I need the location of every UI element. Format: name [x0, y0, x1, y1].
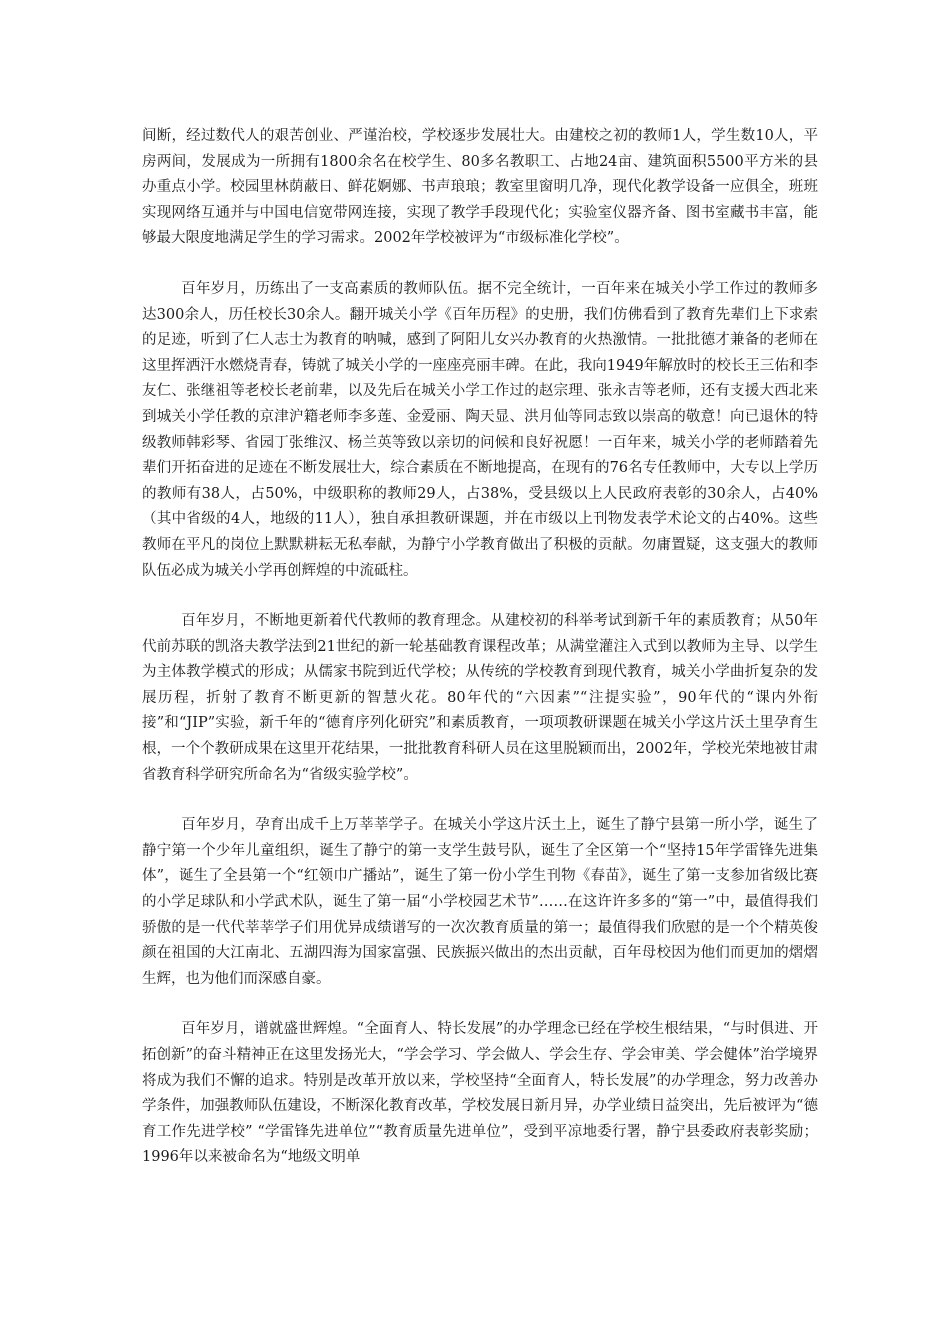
- document-body: [142, 124, 818, 1196]
- paragraph-teachers: 百年岁月，历练出了一支高素质的教师队伍。据不完全统计，一百年来在城关小学工作过的教师多达300余人，历任校长30余人。翻开城关小学《百年历程》的史册，我们仿佛看到了教育先辈们上下求索的足迹，听到了仁人志士为教育的呐喊，感到了阿阳儿女兴办教育的火热激情。一批批德才兼备的老师在这里挥洒汗水燃烧青春，铸就了城关小学的一座座亮丽丰碑。在此，我向1949年解放时的校长王三佑和李友仁、张继祖等老校长老前辈，以及先后在城关小学工作过的赵宗理、张永吉等老师，还有支援大西北来到城关小学任教的京津沪籍老师李多莲、金爱丽、陶天显、洪月仙等同志致以崇高的敬意！向已退休的特级教师韩彩琴、省园丁张维汉、杨兰英等致以亲切的问候和良好祝愿！一百年来，城关小学的老师踏着先辈们开拓奋进的足迹在不断发展壮大，综合素质在不断地提高，在现有的76名专任教师中，大专以上学历的教师有38人，占50%，中级职称的教师29人，占38%，受县级以上人民政府表彰的30余人，占40%（其中省级的4人，地级的11人），独自承担教研课题，并在市级以上刊物发表学术论文的占40%。这些教师在平凡的岗位上默默耕耘无私奉献，为静宁小学教育做出了积极的贡献。勿庸置疑，这支强大的教师队伍必成为城关小学再创辉煌的中流砥柱。: [142, 280, 818, 579]
- paragraph-education-ideas: 百年岁月，不断地更新着代代教师的教育理念。从建校初的科举考试到新千年的素质教育；从50年代前苏联的凯洛夫教学法到21世纪的新一轮基础教育课程改革；从满堂灌注入式到以教师为主导、以学生为主体教学模式的形成；从儒家书院到近代学校；从传统的学校教育到现代教育，城关小学曲折复杂的发展历程，折射了教育不断更新的智慧火花。80年代的“六因素”“注提实验”，90年代的“课内外衔接”和“JIP”实验，新千年的“德育序列化研究”和素质教育，一项项教研课题在城关小学这片沃土里孕育生根，一个个教研成果在这里开花结果，一批批教育科研人员在这里脱颖而出，2002年，学校光荣地被甘肃省教育科学研究所命名为“省级实验学校”。: [142, 613, 818, 783]
- paragraph-achievements: 百年岁月，谱就盛世辉煌。“全面育人、特长发展”的办学理念已经在学校生根结果，“与时俱进、开拓创新”的奋斗精神正在这里发扬光大，“学会学习、学会做人、学会生存、学会审美、学会健体”治学境界将成为我们不懈的追求。特别是改革开放以来，学校坚持“全面育人，特长发展”的办学理念，努力改善办学条件，加强教师队伍建设，不断深化教育改革，学校发展日新月异，办学业绩日益突出，先后被评为“德育工作先进学校” “学雷锋先进单位”“教育质量先进单位”，受到平凉地委行署，静宁县委政府表彰奖励；1996年以来被命名为“地级文明单: [142, 1021, 819, 1166]
- paragraph-students: 百年岁月，孕育出成千上万莘莘学子。在城关小学这片沃土上，诞生了静宁县第一所小学，诞生了静宁第一个少年儿童组织，诞生了静宁的第一支学生鼓号队，诞生了全区第一个“坚持15年学雷锋先进集体”，诞生了全县第一个“红领巾广播站”，诞生了第一份小学生刊物《春苗》，诞生了第一支参加省级比赛的小学足球队和小学武术队，诞生了第一届“小学校园艺术节”……在这许许多多的“第一”中，最值得我们骄傲的是一代代莘莘学子们用优异成绩谱写的一次次教育质量的第一；最值得我们欣慰的是一个个精英俊颜在祖国的大江南北、五湖四海为国家富强、民族振兴做出的杰出贡献，百年母校因为他们而更加的熠熠生辉，也为他们而深感自豪。: [142, 817, 818, 987]
- paragraph-continued: 间断，经过数代人的艰苦创业、严谨治校，学校逐步发展壮大。由建校之初的教师1人，学生数10人，平房两间，发展成为一所拥有1800余名在校学生、80多名教职工、占地24亩、建筑面积5500平方米的县办重点小学。校园里林荫蔽日、鲜花婀娜、书声琅琅；教室里窗明几净，现代化教学设备一应俱全，班班实现网络互通并与中国电信宽带网连接，实现了教学手段现代化；实验室仪器齐备、图书室藏书丰富，能够最大限度地满足学生的学习需求。2002年学校被评为“市级标准化学校”。: [142, 128, 818, 247]
